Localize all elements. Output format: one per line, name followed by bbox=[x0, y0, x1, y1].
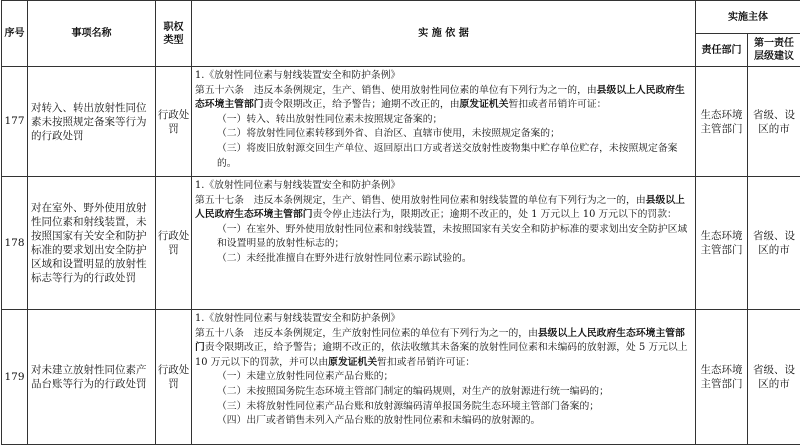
header-level-line2: 层级建议 bbox=[754, 51, 794, 62]
basis-item: （四）出厂或者销售未列入产品台账的放射性同位素和未编码的放射源的。 bbox=[217, 415, 541, 427]
header-level bbox=[748, 34, 800, 67]
basis-item: （一）在室外、野外使用放射性同位素和射线装置，未按照国家有关安全和防护标准的要求划出安全防护区域和设置明显的放射性标志的； bbox=[217, 223, 688, 250]
article-authority: 县级以上人民政府生态环境主管部门 bbox=[195, 327, 685, 354]
basis-law: 1.《放射性同位素与射线装置安全和防护条例》 bbox=[195, 313, 401, 324]
article-text: 责令限期改正，给予警告；逾期不改正的，依法收缴其未备案的放射性同位素和未编码的放射源，处 5 万元以上 10 万元以下的罚款，并可以由 bbox=[195, 342, 688, 368]
article-authority: 县级以上人民政府生态环境主管部门 bbox=[195, 194, 685, 221]
row-basis bbox=[192, 177, 696, 310]
row-name: 对在室外、野外使用放射性同位素和射线装置，未按照国家有关安全和防护标准的要求划出安全防护区域和设置明显的放射性标志等行为的行政处罚 bbox=[28, 177, 156, 310]
article-text: 暂扣或者吊销许可证： bbox=[377, 356, 476, 368]
header-type-line2: 类型 bbox=[163, 34, 184, 46]
basis-item: （三）将废旧放射源交回生产单位、返回原出口方或者送交放射性废物集中贮存单位贮存，未按照规定备案的。 bbox=[217, 142, 678, 169]
row-type: 行政处罚 bbox=[156, 310, 192, 445]
basis-item: （一）转入、转出放射性同位素未按照规定备案的； bbox=[217, 113, 443, 125]
row-no: 177 bbox=[2, 67, 28, 177]
table-row bbox=[2, 67, 800, 177]
article-text: 第五十八条 违反本条例规定，生产放射性同位素的单位有下列行为之一的，由 bbox=[195, 327, 538, 339]
row-type: 行政处罚 bbox=[156, 67, 192, 177]
article-text: 第五十七条 违反本条例规定，生产、销售、使用放射性同位素和射线装置的单位有下列行为之一的，由 bbox=[195, 194, 646, 206]
row-no: 178 bbox=[2, 177, 28, 310]
article-authority: 县级以上人民政府生态环境主管部门 bbox=[195, 84, 685, 111]
basis-item: （二）未经批准擅自在野外进行放射性同位素示踪试验的。 bbox=[217, 252, 472, 264]
header-type-line1: 职权 bbox=[163, 21, 184, 33]
row-dept: 生态环境主管部门 bbox=[696, 67, 748, 177]
row-name: 对转入、转出放射性同位素未按照规定备案等行为的行政处罚 bbox=[28, 67, 156, 177]
article-text: 暂扣或者吊销许可证： bbox=[508, 99, 607, 111]
header-level-line1: 第一责任 bbox=[754, 38, 794, 49]
row-no: 179 bbox=[2, 310, 28, 445]
header-subject: 实施主体 bbox=[696, 1, 800, 34]
row-name: 对未建立放射性同位素产品台账等行为的行政处罚 bbox=[28, 310, 156, 445]
article-authority: 原发证机关 bbox=[459, 99, 509, 111]
header-dept: 责任部门 bbox=[696, 34, 748, 67]
basis-article bbox=[195, 327, 691, 371]
row-basis bbox=[192, 310, 696, 445]
basis-law: 1.《放射性同位素与射线装置安全和防护条例》 bbox=[195, 180, 401, 191]
row-level: 省级、设区的市 bbox=[748, 310, 800, 445]
table-row bbox=[2, 177, 800, 310]
article-text: 责令停止违法行为，限期改正；逾期不改正的，处 1 万元以上 10 万元以下的罚款： bbox=[312, 209, 677, 221]
basis-article bbox=[195, 84, 691, 113]
article-text: 第五十六条 违反本条例规定，生产、销售、使用放射性同位素的单位有下列行为之一的，由 bbox=[195, 84, 597, 96]
header-no: 序号 bbox=[2, 1, 28, 67]
header-row bbox=[2, 1, 800, 34]
basis-item: （一）未建立放射性同位素产品台账的； bbox=[217, 371, 394, 383]
header-basis: 实 施 依 据 bbox=[192, 1, 696, 67]
row-dept: 生态环境主管部门 bbox=[696, 177, 748, 310]
basis-item: （二）未按照国务院生态环境主管部门制定的编码规则，对生产的放射源进行统一编码的； bbox=[217, 385, 609, 397]
enforcement-table bbox=[1, 0, 800, 445]
table-row bbox=[2, 310, 800, 445]
header-name: 事项名称 bbox=[28, 1, 156, 67]
row-type: 行政处罚 bbox=[156, 177, 192, 310]
article-authority: 原发证机关 bbox=[328, 356, 378, 368]
basis-law: 1.《放射性同位素与射线装置安全和防护条例》 bbox=[195, 70, 401, 81]
basis-item: （二）将放射性同位素转移到外省、自治区、直辖市使用，未按照规定备案的； bbox=[217, 128, 560, 140]
basis-item: （三）未将放射性同位素产品台账和放射源编码清单报国务院生态环境主管部门备案的； bbox=[217, 400, 600, 412]
row-level: 省级、设区的市 bbox=[748, 177, 800, 310]
header-type bbox=[156, 1, 192, 67]
row-basis bbox=[192, 67, 696, 177]
row-dept: 生态环境主管部门 bbox=[696, 310, 748, 445]
article-text: 责令限期改正，给予警告；逾期不改正的，由 bbox=[263, 99, 460, 111]
basis-article bbox=[195, 194, 691, 223]
row-level: 省级、设区的市 bbox=[748, 67, 800, 177]
